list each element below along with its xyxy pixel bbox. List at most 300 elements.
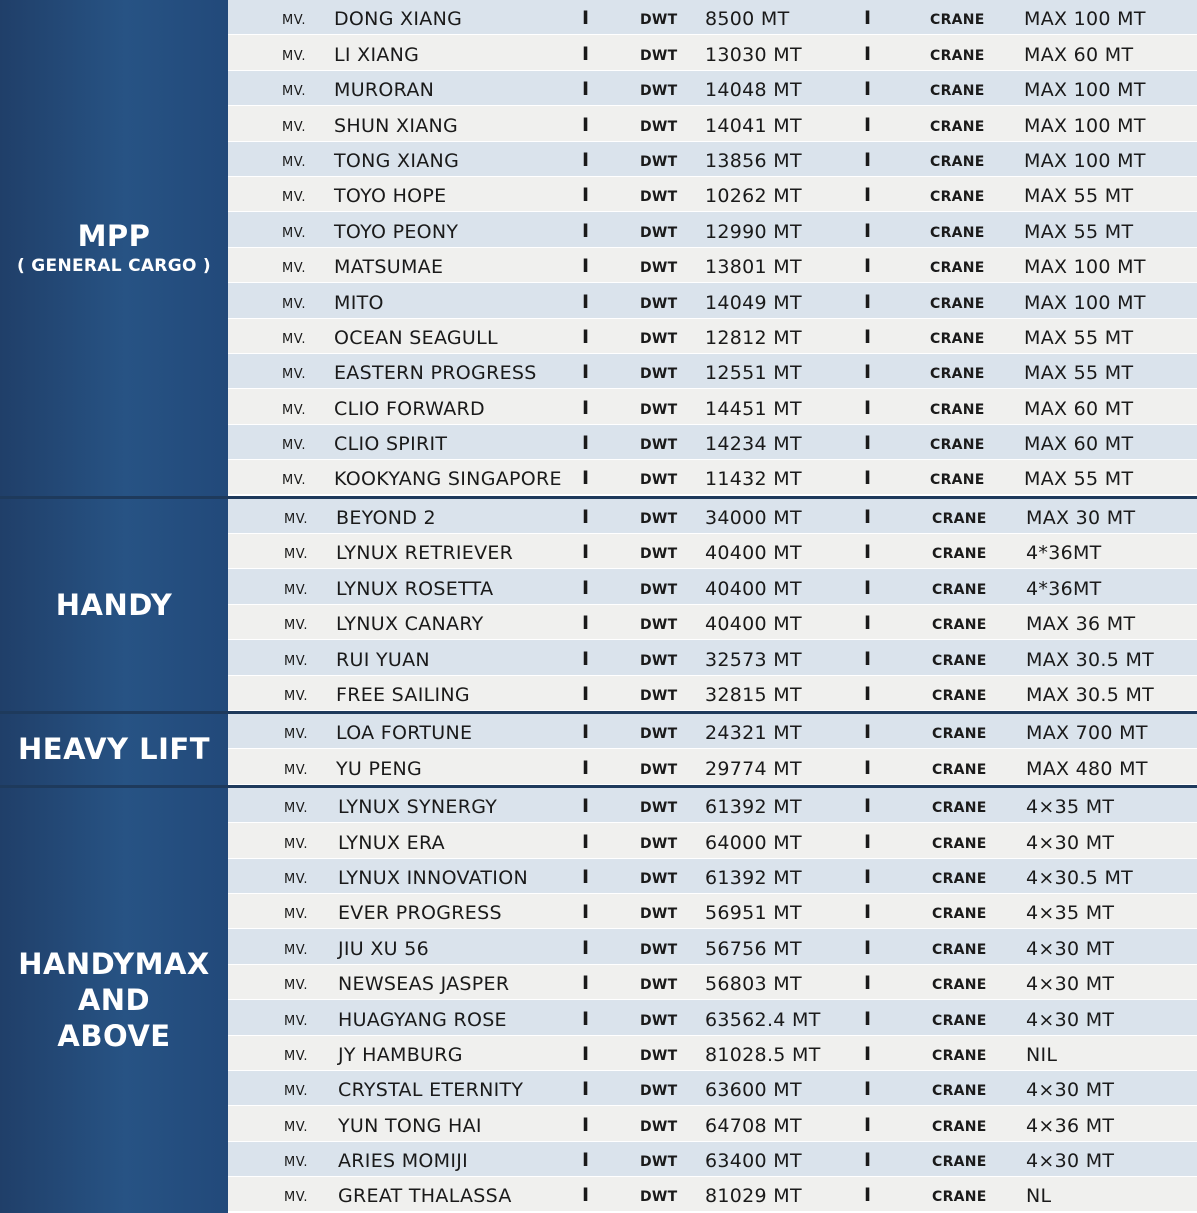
dwt-label: DWT: [640, 47, 678, 64]
dwt-label: DWT: [640, 12, 678, 29]
vessel-name: OCEAN SEAGULL: [334, 326, 498, 349]
table-row: [228, 212, 1197, 247]
crane-value: MAX 55 MT: [1024, 185, 1134, 208]
dwt-label: DWT: [640, 687, 678, 704]
column-separator: I: [582, 647, 590, 670]
column-separator: I: [864, 795, 872, 818]
table-row: [228, 1142, 1197, 1177]
crane-value: 4×30 MT: [1026, 1150, 1115, 1173]
crane-label: CRANE: [930, 330, 985, 347]
table-row: [228, 1106, 1197, 1141]
crane-label: CRANE: [932, 835, 987, 852]
column-separator: I: [864, 1007, 872, 1030]
vessel-name: SHUN XIANG: [334, 114, 459, 137]
table-row: [228, 676, 1197, 711]
crane-value: 4×35 MT: [1026, 902, 1115, 925]
column-separator: I: [582, 721, 590, 744]
crane-value: MAX 480 MT: [1026, 757, 1148, 780]
crane-label: CRANE: [930, 260, 985, 277]
column-separator: I: [582, 467, 590, 490]
dwt-label: DWT: [640, 906, 678, 923]
vessel-prefix: MV.: [284, 762, 309, 778]
vessel-prefix: MV.: [282, 13, 307, 29]
crane-value: NIL: [1026, 1043, 1058, 1066]
vessel-prefix: MV.: [282, 402, 307, 418]
vessel-prefix: MV.: [282, 119, 307, 135]
vessel-group: [0, 0, 1197, 499]
table-row: [228, 534, 1197, 569]
dwt-value: 63562.4 MT: [705, 1008, 821, 1031]
crane-value: MAX 60 MT: [1024, 397, 1134, 420]
table-row: [228, 71, 1197, 106]
vessel-name: LYNUX ERA: [338, 831, 445, 854]
crane-value: 4*36MT: [1026, 577, 1102, 600]
vessel-name: MURORAN: [334, 79, 435, 102]
dwt-label: DWT: [640, 366, 678, 383]
vessel-rows: [228, 499, 1197, 711]
crane-label: CRANE: [932, 652, 987, 669]
vessel-name: JY HAMBURG: [338, 1043, 463, 1066]
table-row: [228, 788, 1197, 823]
crane-value: MAX 100 MT: [1024, 149, 1146, 172]
table-row: [228, 1071, 1197, 1106]
vessel-name: LYNUX CANARY: [336, 613, 484, 636]
table-row: [228, 106, 1197, 141]
vessel-prefix: MV.: [282, 296, 307, 312]
column-separator: I: [582, 184, 590, 207]
column-separator: I: [582, 290, 590, 313]
crane-value: MAX 36 MT: [1026, 613, 1136, 636]
column-separator: I: [864, 113, 872, 136]
vessel-name: TONG XIANG: [334, 149, 460, 172]
crane-value: MAX 30.5 MT: [1026, 648, 1155, 671]
crane-label: CRANE: [930, 224, 985, 241]
crane-label: CRANE: [932, 1047, 987, 1064]
crane-value: MAX 55 MT: [1024, 468, 1134, 491]
column-separator: I: [582, 972, 590, 995]
dwt-label: DWT: [640, 437, 678, 454]
vessel-name: NEWSEAS JASPER: [338, 973, 510, 996]
dwt-value: 63600 MT: [705, 1079, 802, 1102]
table-row: [228, 640, 1197, 675]
column-separator: I: [864, 467, 872, 490]
crane-label: CRANE: [930, 189, 985, 206]
table-row: [228, 965, 1197, 1000]
table-row: [228, 605, 1197, 640]
crane-label: CRANE: [930, 83, 985, 100]
dwt-label: DWT: [640, 330, 678, 347]
column-separator: I: [582, 901, 590, 924]
crane-value: 4×30 MT: [1026, 1079, 1115, 1102]
column-separator: I: [582, 148, 590, 171]
vessel-prefix: MV.: [282, 331, 307, 347]
vessel-group: [0, 714, 1197, 788]
column-separator: I: [582, 1113, 590, 1136]
table-row: [228, 1177, 1197, 1212]
crane-label: CRANE: [932, 800, 987, 817]
vessel-name: EASTERN PROGRESS: [334, 362, 537, 385]
crane-value: MAX 700 MT: [1026, 722, 1148, 745]
crane-value: MAX 30 MT: [1026, 506, 1136, 529]
dwt-label: DWT: [640, 652, 678, 669]
column-separator: I: [864, 1078, 872, 1101]
column-separator: I: [582, 255, 590, 278]
vessel-name: LYNUX RETRIEVER: [336, 542, 514, 565]
vessel-prefix: MV.: [284, 801, 309, 817]
crane-label: CRANE: [930, 366, 985, 383]
column-separator: I: [582, 432, 590, 455]
dwt-value: 14451 MT: [705, 397, 802, 420]
column-separator: I: [582, 325, 590, 348]
category-title: HEAVY LIFT: [18, 732, 210, 767]
dwt-value: 14048 MT: [705, 79, 802, 102]
dwt-value: 40400 MT: [705, 577, 802, 600]
column-separator: I: [582, 541, 590, 564]
dwt-value: 14041 MT: [705, 114, 802, 137]
column-separator: I: [582, 78, 590, 101]
dwt-value: 24321 MT: [705, 722, 802, 745]
column-separator: I: [864, 396, 872, 419]
vessel-prefix: MV.: [284, 688, 309, 704]
crane-label: CRANE: [932, 870, 987, 887]
column-separator: I: [864, 936, 872, 959]
crane-label: CRANE: [932, 906, 987, 923]
crane-value: MAX 60 MT: [1024, 433, 1134, 456]
dwt-value: 40400 MT: [705, 542, 802, 565]
crane-label: CRANE: [932, 687, 987, 704]
crane-value: NL: [1026, 1185, 1052, 1208]
crane-label: CRANE: [932, 1189, 987, 1206]
dwt-value: 13030 MT: [705, 43, 802, 66]
category-panel: [0, 0, 228, 496]
vessel-name: HUAGYANG ROSE: [338, 1008, 507, 1031]
dwt-label: DWT: [640, 617, 678, 634]
crane-label: CRANE: [932, 617, 987, 634]
vessel-prefix: MV.: [282, 48, 307, 64]
table-row: [228, 749, 1197, 784]
table-row: [228, 1000, 1197, 1035]
crane-value: MAX 55 MT: [1024, 362, 1134, 385]
dwt-value: 12812 MT: [705, 326, 802, 349]
vessel-prefix: MV.: [282, 190, 307, 206]
dwt-value: 34000 MT: [705, 506, 802, 529]
column-separator: I: [864, 148, 872, 171]
column-separator: I: [864, 1113, 872, 1136]
category-title: HANDYMAX AND ABOVE: [18, 947, 210, 1054]
column-separator: I: [582, 361, 590, 384]
vessel-prefix: MV.: [284, 653, 309, 669]
dwt-label: DWT: [640, 118, 678, 135]
vessel-prefix: MV.: [284, 618, 309, 634]
vessel-prefix: MV.: [284, 836, 309, 852]
column-separator: I: [864, 865, 872, 888]
dwt-value: 64000 MT: [705, 831, 802, 854]
vessel-prefix: MV.: [284, 1013, 309, 1029]
column-separator: I: [582, 7, 590, 30]
table-row: [228, 823, 1197, 858]
table-row: [228, 283, 1197, 318]
category-title: HANDY: [55, 587, 173, 622]
vessel-name: TOYO HOPE: [334, 185, 447, 208]
column-separator: I: [864, 576, 872, 599]
table-row: [228, 248, 1197, 283]
column-separator: I: [864, 42, 872, 65]
column-separator: I: [864, 721, 872, 744]
vessel-name: MATSUMAE: [334, 256, 444, 279]
column-separator: I: [582, 1042, 590, 1065]
dwt-label: DWT: [640, 295, 678, 312]
crane-value: MAX 100 MT: [1024, 291, 1146, 314]
crane-value: 4×35 MT: [1026, 796, 1115, 819]
vessel-name: TOYO PEONY: [334, 220, 459, 243]
table-row: [228, 177, 1197, 212]
table-row: [228, 569, 1197, 604]
crane-value: MAX 60 MT: [1024, 43, 1134, 66]
crane-value: MAX 55 MT: [1024, 220, 1134, 243]
column-separator: I: [864, 972, 872, 995]
vessel-prefix: MV.: [284, 1048, 309, 1064]
dwt-value: 56756 MT: [705, 937, 802, 960]
crane-label: CRANE: [932, 977, 987, 994]
dwt-label: DWT: [640, 761, 678, 778]
dwt-label: DWT: [640, 726, 678, 743]
vessel-prefix: MV.: [284, 907, 309, 923]
dwt-value: 61392 MT: [705, 866, 802, 889]
vessel-name: GREAT THALASSA: [338, 1185, 512, 1208]
column-separator: I: [864, 612, 872, 635]
table-row: [228, 714, 1197, 749]
vessel-name: RUI YUAN: [336, 648, 430, 671]
vessel-prefix: MV.: [284, 942, 309, 958]
table-row: [228, 354, 1197, 389]
table-row: [228, 499, 1197, 534]
crane-label: CRANE: [932, 1012, 987, 1029]
vessel-name: MITO: [334, 291, 384, 314]
vessel-name: CRYSTAL ETERNITY: [338, 1079, 524, 1102]
vessel-name: YU PENG: [336, 757, 423, 780]
column-separator: I: [864, 361, 872, 384]
vessel-name: YUN TONG HAI: [338, 1114, 482, 1137]
column-separator: I: [864, 290, 872, 313]
dwt-value: 12551 MT: [705, 362, 802, 385]
column-separator: I: [582, 219, 590, 242]
column-separator: I: [582, 1078, 590, 1101]
crane-value: 4×30 MT: [1026, 1008, 1115, 1031]
column-separator: I: [864, 1184, 872, 1207]
dwt-label: DWT: [640, 546, 678, 563]
column-separator: I: [864, 1149, 872, 1172]
column-separator: I: [582, 505, 590, 528]
column-separator: I: [582, 682, 590, 705]
dwt-value: 11432 MT: [705, 468, 802, 491]
dwt-label: DWT: [640, 977, 678, 994]
vessel-prefix: MV.: [282, 261, 307, 277]
table-row: [228, 929, 1197, 964]
dwt-label: DWT: [640, 1047, 678, 1064]
column-separator: I: [582, 1007, 590, 1030]
column-separator: I: [582, 612, 590, 635]
vessel-name: LYNUX INNOVATION: [338, 866, 528, 889]
vessel-prefix: MV.: [282, 438, 307, 454]
dwt-label: DWT: [640, 1154, 678, 1171]
vessel-rows: [228, 0, 1197, 495]
crane-value: MAX 55 MT: [1024, 326, 1134, 349]
crane-label: CRANE: [932, 1118, 987, 1135]
vessel-prefix: MV.: [282, 154, 307, 170]
table-row: [228, 425, 1197, 460]
vessel-prefix: MV.: [284, 871, 309, 887]
crane-value: MAX 100 MT: [1024, 8, 1146, 31]
column-separator: I: [864, 901, 872, 924]
column-separator: I: [864, 756, 872, 779]
crane-value: MAX 100 MT: [1024, 114, 1146, 137]
crane-label: CRANE: [930, 12, 985, 29]
table-row: [228, 460, 1197, 495]
dwt-value: 32573 MT: [705, 648, 802, 671]
dwt-label: DWT: [640, 401, 678, 418]
category-title: MPP: [77, 218, 151, 253]
dwt-value: 56951 MT: [705, 902, 802, 925]
column-separator: I: [582, 1184, 590, 1207]
vessel-group: [0, 499, 1197, 714]
crane-value: 4×30 MT: [1026, 937, 1115, 960]
category-panel: [0, 714, 228, 785]
dwt-label: DWT: [640, 1012, 678, 1029]
dwt-value: 32815 MT: [705, 683, 802, 706]
crane-label: CRANE: [930, 472, 985, 489]
vessel-name: LYNUX SYNERGY: [338, 796, 498, 819]
dwt-label: DWT: [640, 581, 678, 598]
dwt-label: DWT: [640, 260, 678, 277]
crane-label: CRANE: [932, 761, 987, 778]
dwt-value: 81029 MT: [705, 1185, 802, 1208]
dwt-value: 40400 MT: [705, 613, 802, 636]
dwt-value: 64708 MT: [705, 1114, 802, 1137]
dwt-value: 56803 MT: [705, 973, 802, 996]
dwt-value: 29774 MT: [705, 757, 802, 780]
dwt-value: 61392 MT: [705, 796, 802, 819]
table-row: [228, 389, 1197, 424]
dwt-label: DWT: [640, 1118, 678, 1135]
column-separator: I: [864, 255, 872, 278]
crane-value: 4×30 MT: [1026, 831, 1115, 854]
vessel-name: ARIES MOMIJI: [338, 1150, 469, 1173]
crane-value: 4×30 MT: [1026, 973, 1115, 996]
column-separator: I: [864, 184, 872, 207]
dwt-value: 10262 MT: [705, 185, 802, 208]
dwt-label: DWT: [640, 153, 678, 170]
vessel-name: LYNUX ROSETTA: [336, 577, 494, 600]
dwt-value: 13801 MT: [705, 256, 802, 279]
vessel-prefix: MV.: [284, 978, 309, 994]
column-separator: I: [864, 505, 872, 528]
column-separator: I: [864, 541, 872, 564]
column-separator: I: [864, 78, 872, 101]
crane-value: 4×30.5 MT: [1026, 866, 1134, 889]
vessel-name: LI XIANG: [334, 43, 420, 66]
column-separator: I: [582, 113, 590, 136]
crane-value: MAX 30.5 MT: [1026, 683, 1155, 706]
vessel-name: CLIO FORWARD: [334, 397, 485, 420]
table-row: [228, 142, 1197, 177]
vessel-rows: [228, 714, 1197, 785]
crane-label: CRANE: [930, 47, 985, 64]
vessel-prefix: MV.: [282, 473, 307, 489]
column-separator: I: [582, 42, 590, 65]
column-separator: I: [864, 830, 872, 853]
dwt-label: DWT: [640, 510, 678, 527]
dwt-label: DWT: [640, 835, 678, 852]
vessel-prefix: MV.: [284, 727, 309, 743]
vessel-prefix: MV.: [284, 1155, 309, 1171]
crane-value: 4*36MT: [1026, 542, 1102, 565]
vessel-name: KOOKYANG SINGAPORE: [334, 468, 562, 491]
dwt-label: DWT: [640, 941, 678, 958]
column-separator: I: [864, 219, 872, 242]
column-separator: I: [582, 576, 590, 599]
dwt-value: 12990 MT: [705, 220, 802, 243]
vessel-prefix: MV.: [282, 84, 307, 100]
dwt-label: DWT: [640, 870, 678, 887]
crane-label: CRANE: [930, 437, 985, 454]
vessel-name: CLIO SPIRIT: [334, 433, 448, 456]
dwt-value: 81028.5 MT: [705, 1043, 821, 1066]
category-panel: [0, 499, 228, 711]
vessel-name: BEYOND 2: [336, 506, 436, 529]
dwt-value: 14049 MT: [705, 291, 802, 314]
vessel-name: LOA FORTUNE: [336, 722, 473, 745]
column-separator: I: [582, 396, 590, 419]
vessel-prefix: MV.: [284, 1084, 309, 1100]
crane-label: CRANE: [932, 510, 987, 527]
category-subtitle: ( GENERAL CARGO ): [16, 255, 211, 276]
dwt-value: 13856 MT: [705, 149, 802, 172]
vessel-prefix: MV.: [284, 582, 309, 598]
dwt-label: DWT: [640, 83, 678, 100]
column-separator: I: [864, 7, 872, 30]
category-panel: [0, 788, 228, 1213]
vessel-prefix: MV.: [282, 367, 307, 383]
vessel-group: [0, 788, 1197, 1213]
vessel-prefix: MV.: [284, 1119, 309, 1135]
column-separator: I: [864, 1042, 872, 1065]
vessel-name: JIU XU 56: [338, 937, 429, 960]
column-separator: I: [582, 936, 590, 959]
vessel-prefix: MV.: [282, 225, 307, 241]
table-row: [228, 894, 1197, 929]
table-row: [228, 35, 1197, 70]
crane-label: CRANE: [930, 295, 985, 312]
column-separator: I: [864, 682, 872, 705]
column-separator: I: [582, 795, 590, 818]
crane-label: CRANE: [932, 1154, 987, 1171]
column-separator: I: [582, 756, 590, 779]
dwt-label: DWT: [640, 1189, 678, 1206]
dwt-label: DWT: [640, 472, 678, 489]
crane-value: MAX 100 MT: [1024, 79, 1146, 102]
column-separator: I: [582, 865, 590, 888]
table-row: [228, 319, 1197, 354]
crane-label: CRANE: [932, 726, 987, 743]
dwt-label: DWT: [640, 800, 678, 817]
column-separator: I: [582, 1149, 590, 1172]
table-row: [228, 859, 1197, 894]
column-separator: I: [864, 647, 872, 670]
vessel-rows: [228, 788, 1197, 1213]
table-row: [228, 1036, 1197, 1071]
vessel-name: DONG XIANG: [334, 8, 463, 31]
vessel-prefix: MV.: [284, 547, 309, 563]
